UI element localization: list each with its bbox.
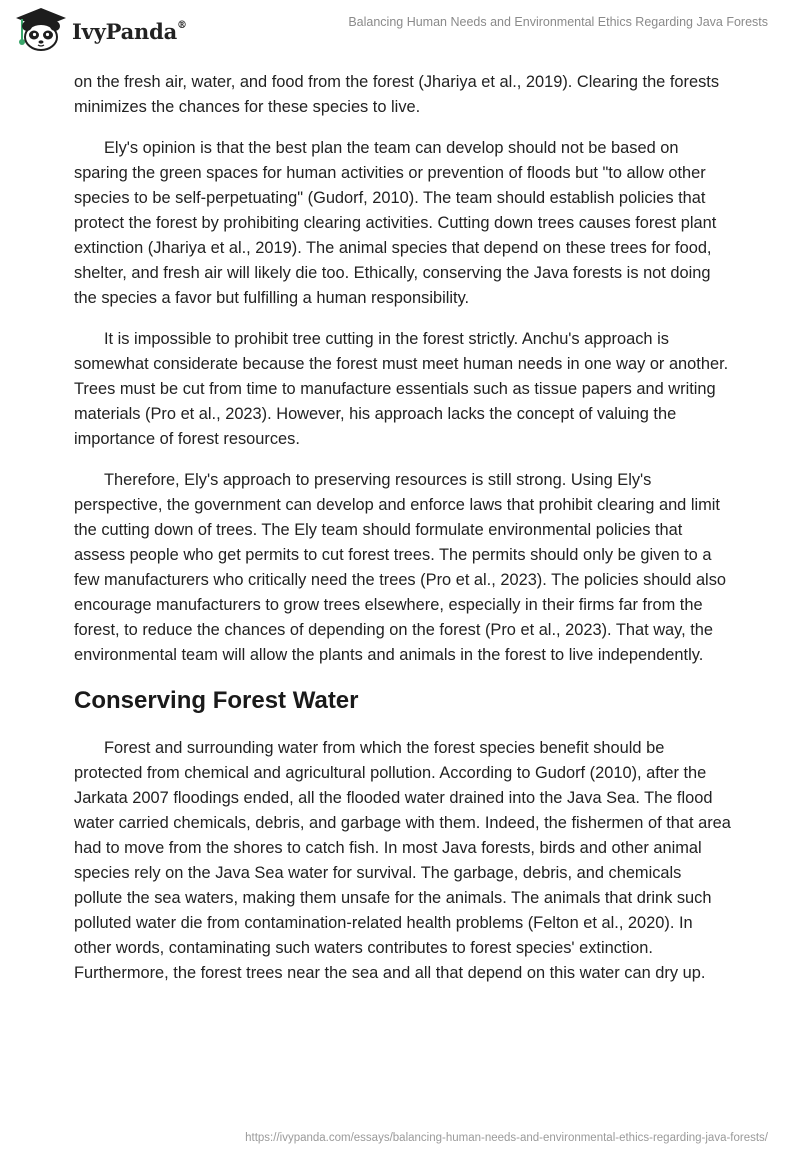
paragraph: Forest and surrounding water from which the forest species benefit should be protected from chemical and agricultural pollution. According to Gudorf (2010), after the Jarkata 2007 floodings ended, all the flooded water drained into the Java Sea. The flood water carried chemicals, debris, and garbage with them. Indeed, the fishermen of that area had to move from the shores to catch fish. In most Java forests, birds and other animal species rely on the Java Sea water for survival. The garbage, debris, and chemicals pollute the sea waters, making them unsafe for the animals. The animals that drink such polluted water die from contamination-related health problems (Felton et al., 2020). In other words, contaminating such waters contributes to forest species' extinction. Furthermore, the forest trees near the sea and all that depend on this water can dry up. xyxy=(74,739,731,982)
section-heading: Conserving Forest Water xyxy=(74,687,359,714)
paragraph: Therefore, Ely's approach to preserving resources is still strong. Using Ely's perspective, the government can develop and enforce laws that prohibit clearing and limit the cutting down of trees. The Ely team should formulate environmental policies that assess people who get permits to cut forest trees. The permits should only be given to a few manufacturers who critically need the trees (Pro et al., 2023). The policies should also encourage manufacturers to grow trees elsewhere, especially in their firms far from the forest, to reduce the chances of depending on the forest (Pro et al., 2023). That way, the environmental team will allow the plants and animals in the forest to live independently. xyxy=(74,471,727,664)
paragraph: on the fresh air, water, and food from the forest (Jhariya et al., 2019). Clearing the forests minimizes the chances for these species to live. xyxy=(74,73,720,116)
brand-name: IvyPanda® xyxy=(72,18,187,44)
paragraph: Ely's opinion is that the best plan the team can develop should not be based on sparing the green spaces for human activities or prevention of floods but "to allow other species to be self-perpetuating" (Gudorf, 2010). The team should establish policies that protect the forest by prohibiting clearing activities. Cutting down trees causes forest plant extinction (Jhariya et al., 2019). The animal species that depend on these trees for food, shelter, and fresh air will likely die too. Ethically, conserving the Java forests is not doing the species a favor but fulfilling a human responsibility. xyxy=(74,139,717,307)
ivypanda-logo-link[interactable] xyxy=(14,6,187,52)
essay-body xyxy=(74,70,734,1002)
source-url-link[interactable]: https://ivypanda.com/essays/balancing-human-needs-and-environmental-ethics-regarding-java-forests/ xyxy=(245,1132,768,1144)
document-title: Balancing Human Needs and Environmental Ethics Regarding Java Forests xyxy=(348,15,768,29)
page-header xyxy=(0,0,800,60)
paragraph: It is impossible to prohibit tree cutting in the forest strictly. Anchu's approach is somewhat considerate because the forest must meet human needs in one way or another. Trees must be cut from time to manufacture essentials such as tissue papers and writing materials (Pro et al., 2023). However, his approach lacks the concept of valuing the importance of forest resources. xyxy=(74,330,729,448)
panda-graduate-icon xyxy=(14,6,68,52)
